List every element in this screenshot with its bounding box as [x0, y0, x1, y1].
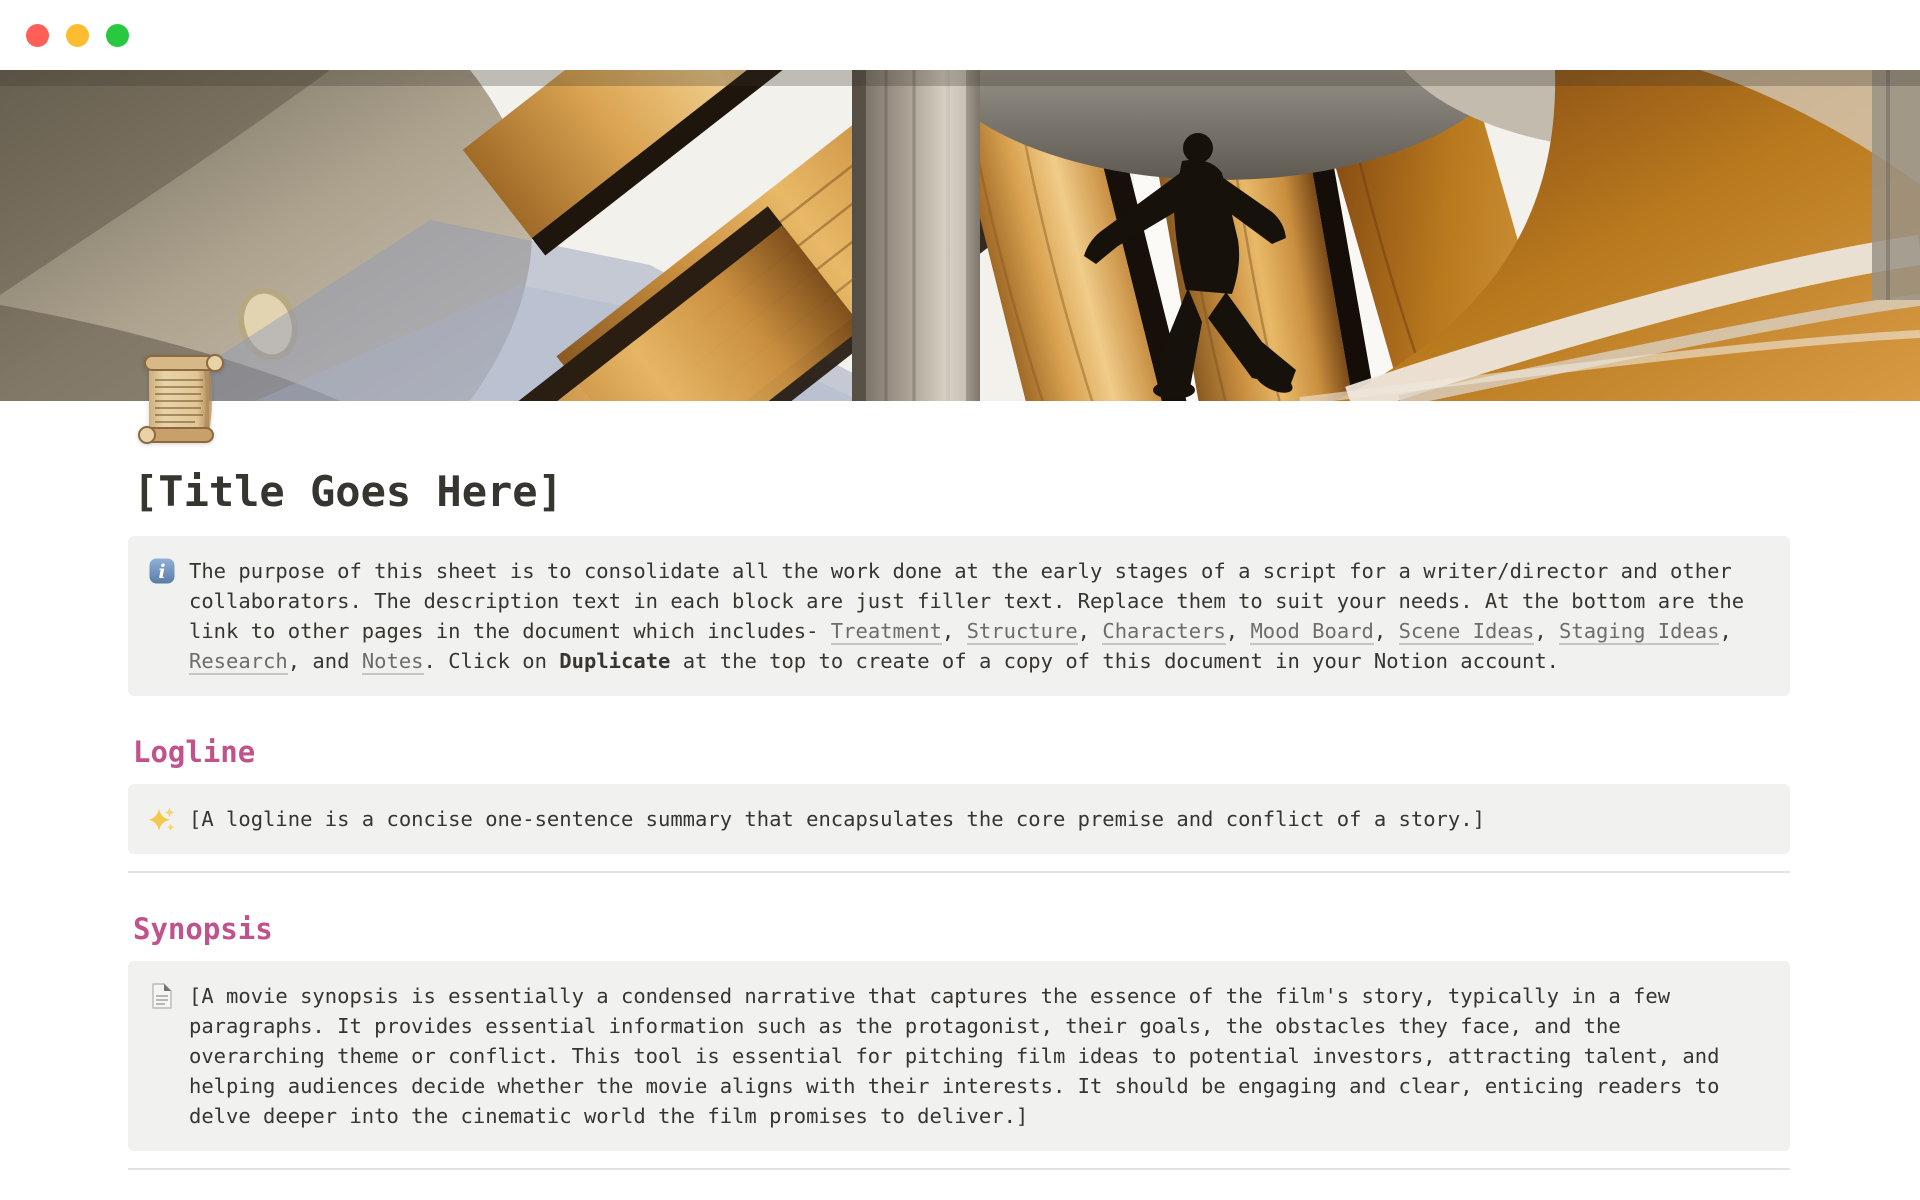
section-heading-synopsis[interactable]: Synopsis	[133, 912, 273, 946]
inline-page-link[interactable]: Notes	[361, 649, 424, 673]
sparkles-icon[interactable]	[148, 805, 176, 833]
info-callout-text[interactable]: The purpose of this sheet is to consolidate all the work done at the early stages of a script for a writer/director and other collaborators. The description text in each block are just filler text. Replace them to suit your needs. At the bottom are the link to other pages in the document which includes- Treatment, Structure, Characters, Mood Board, Scene Ideas, Staging Ideas, Research, and Notes. Click on Duplicate at the top to create of a copy of this document in your Notion account.	[189, 559, 1745, 673]
divider	[128, 871, 1790, 873]
window-titlebar	[0, 0, 1920, 70]
inline-page-link[interactable]: Structure	[966, 619, 1078, 643]
close-button[interactable]	[26, 24, 49, 47]
inline-page-link[interactable]: Treatment	[830, 619, 942, 643]
logline-callout-text[interactable]: [A logline is a concise one-sentence summary that encapsulates the core premise and conflict of a story.]	[189, 807, 1485, 831]
page-title[interactable]: [Title Goes Here]	[133, 467, 563, 516]
zoom-button[interactable]	[106, 24, 129, 47]
inline-page-link[interactable]: Characters	[1102, 619, 1226, 643]
svg-text:i: i	[158, 561, 166, 583]
minimize-button[interactable]	[66, 24, 89, 47]
inline-page-link[interactable]: Scene Ideas	[1398, 619, 1535, 643]
page-icon-scroll[interactable]	[133, 348, 233, 448]
window-controls	[26, 24, 129, 47]
synopsis-callout	[128, 961, 1790, 1151]
info-callout	[128, 536, 1790, 696]
inline-page-link[interactable]: Mood Board	[1250, 619, 1374, 643]
logline-callout	[128, 784, 1790, 854]
synopsis-callout-text[interactable]: [A movie synopsis is essentially a condensed narrative that captures the essence of the film's story, typically in a few paragraphs. It provides essential information such as the protagonist, their goals, the obstacles they face, and the overarching theme or conflict. This tool is essential for pitching film ideas to potential investors, attracting talent, and helping audiences decide whether the movie aligns with their interests. It should be engaging and clear, enticing readers to delve deeper into the cinematic world the film promises to deliver.]	[189, 984, 1720, 1128]
inline-page-link[interactable]: Research	[189, 649, 288, 673]
inline-page-link[interactable]: Staging Ideas	[1559, 619, 1720, 643]
divider	[128, 1168, 1790, 1170]
page-facing-up-icon[interactable]	[148, 982, 176, 1010]
information-icon[interactable]	[148, 557, 176, 585]
section-heading-logline[interactable]: Logline	[133, 735, 256, 769]
page-body	[0, 348, 1920, 1170]
